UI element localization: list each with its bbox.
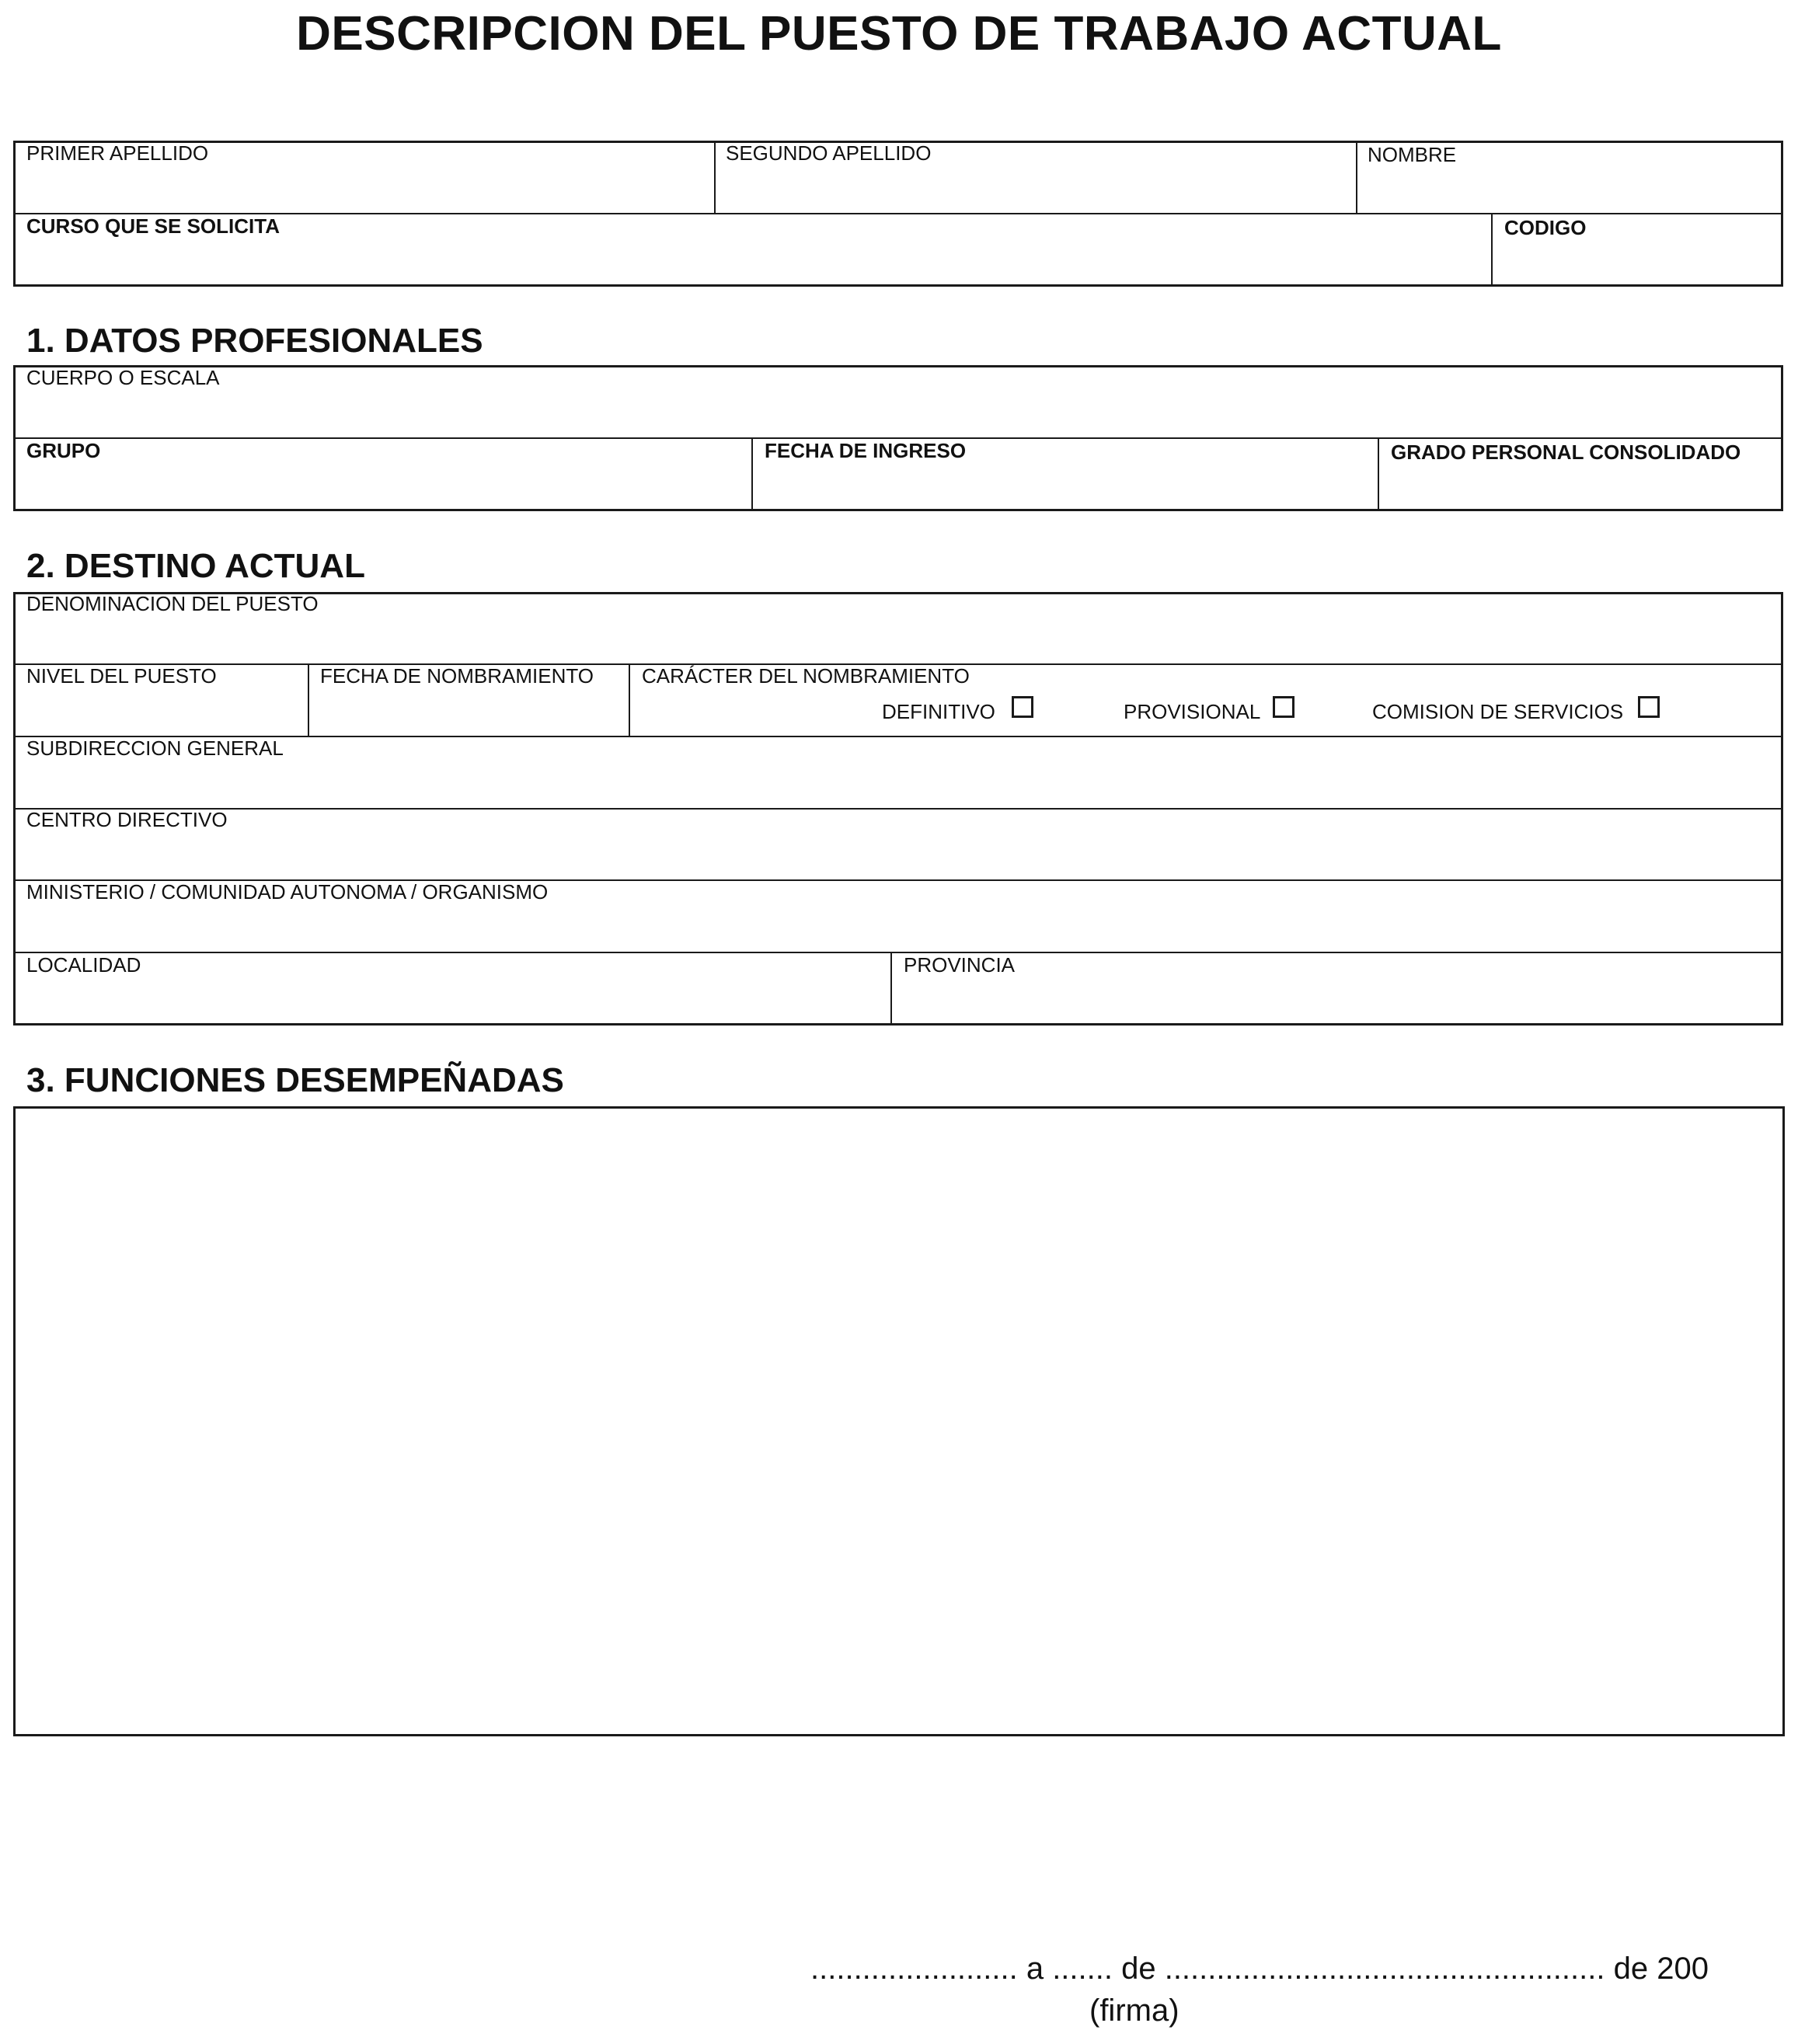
grado-label: GRADO PERSONAL CONSOLIDADO <box>1391 440 1741 464</box>
caracter-label: CARÁCTER DEL NOMBRAMIENTO <box>642 664 970 688</box>
divider <box>308 664 309 736</box>
section-3-title: 3. FUNCIONES DESEMPEÑADAS <box>26 1061 564 1099</box>
denominacion-label: DENOMINACION DEL PUESTO <box>26 592 319 615</box>
primer-apellido-label: PRIMER APELLIDO <box>26 141 209 165</box>
segundo-apellido-label: SEGUNDO APELLIDO <box>726 141 932 165</box>
provisional-checkbox[interactable] <box>1273 696 1294 718</box>
codigo-label: CODIGO <box>1504 216 1587 239</box>
nombre-label: NOMBRE <box>1368 143 1457 166</box>
section-2-title: 2. DESTINO ACTUAL <box>26 547 365 585</box>
provisional-label: PROVISIONAL <box>1124 700 1261 723</box>
divider <box>751 438 753 510</box>
page-title: DESCRIPCION DEL PUESTO DE TRABAJO ACTUAL <box>296 7 1502 61</box>
divider <box>629 664 630 736</box>
firma-label: (firma) <box>1089 1994 1180 2028</box>
curso-label: CURSO QUE SE SOLICITA <box>26 214 280 238</box>
section-1-title: 1. DATOS PROFESIONALES <box>26 322 483 360</box>
fecha-nombramiento-label: FECHA DE NOMBRAMIENTO <box>320 664 594 688</box>
centro-label: CENTRO DIRECTIVO <box>26 808 228 831</box>
comision-label: COMISION DE SERVICIOS <box>1372 700 1624 723</box>
nivel-label: NIVEL DEL PUESTO <box>26 664 217 688</box>
divider <box>1356 141 1357 213</box>
cuerpo-escala-label: CUERPO O ESCALA <box>26 366 220 389</box>
provincia-label: PROVINCIA <box>904 953 1016 977</box>
grupo-label: GRUPO <box>26 439 101 462</box>
fecha-ingreso-label: FECHA DE INGRESO <box>765 439 967 462</box>
date-line: ........................ a ....... de ................................................... de 200 <box>810 1952 1709 1986</box>
localidad-label: LOCALIDAD <box>26 953 141 977</box>
ministerio-label: MINISTERIO / COMUNIDAD AUTONOMA / ORGANISMO <box>26 880 549 904</box>
subdireccion-label: SUBDIRECCION GENERAL <box>26 736 284 760</box>
funciones-textarea[interactable] <box>13 1106 1785 1736</box>
divider <box>890 952 892 1025</box>
divider <box>14 808 1782 810</box>
definitivo-checkbox[interactable] <box>1012 696 1033 718</box>
definitivo-label: DEFINITIVO <box>882 700 995 723</box>
comision-checkbox[interactable] <box>1638 696 1660 718</box>
divider <box>14 952 1782 953</box>
divider <box>1378 438 1379 510</box>
divider <box>1491 214 1493 286</box>
divider <box>714 141 716 213</box>
